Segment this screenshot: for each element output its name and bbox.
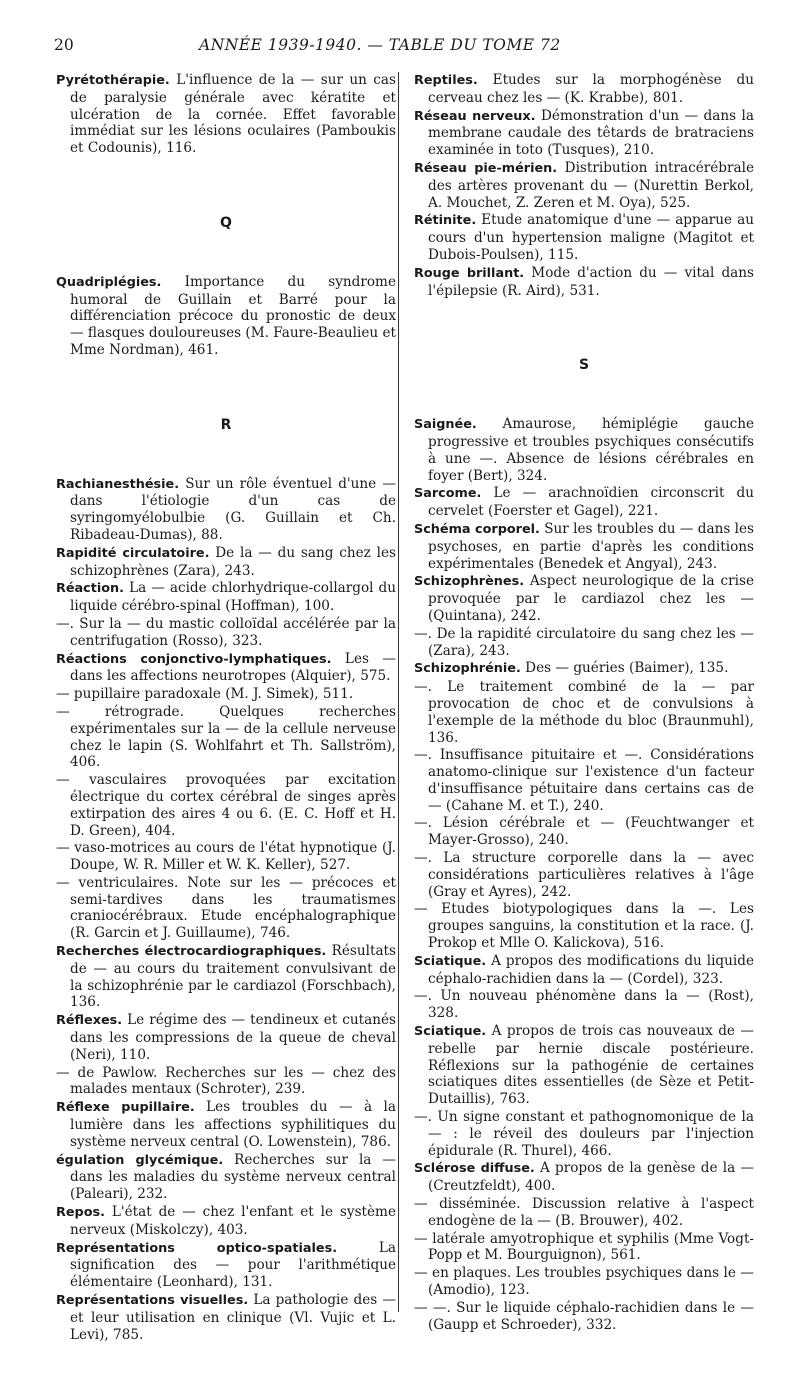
entry-text: —. Un signe constant et pathognomonique de la — : le réveil des douleurs par l'injection épidurale (R. Thurel), 466. (414, 1109, 754, 1159)
index-entry (56, 943, 396, 1011)
left-column (56, 72, 396, 1344)
index-entry (414, 573, 754, 624)
entry-text: Le — arachnoïdien circonscrit du cervelet (Foerster et Gagel), 221. (428, 485, 754, 520)
entry-keyword: Saignée. (414, 417, 477, 433)
index-entry (414, 212, 754, 263)
index-entry (56, 1152, 396, 1203)
right-column (414, 72, 754, 1334)
entry-keyword: Rapidité circulatoire. (56, 545, 210, 561)
index-entry (56, 840, 396, 874)
entry-keyword: Reptiles. (414, 73, 478, 88)
index-entry (414, 953, 754, 988)
entry-text: Amaurose, hémiplégie gauche progressive et troubles psychiques consécutifs à une —. Absence de lésions cérébrales en foyer (Bert), 324. (428, 416, 754, 484)
entry-text: — disséminée. Discussion relative à l'aspect endogène de la — (B. Brouwer), 402. (414, 1196, 754, 1229)
index-entry (414, 850, 754, 900)
entry-keyword: Représentations optico-spatiales. (56, 1240, 338, 1256)
entry-keyword: Réseau nerveux. (414, 108, 536, 124)
index-entry (414, 1231, 754, 1265)
entry-keyword: Repos. (56, 1205, 105, 1221)
entry-text: Le régime des — tendineux et cutanés dans les compressions de la queue de cheval (Neri), 110. (70, 1012, 396, 1063)
entry-keyword: Quadriplégies. (56, 274, 162, 290)
entry-text: — vaso-motrices au cours de l'état hypnotique (J. Doupe, W. R. Miller et W. K. Keller), 527. (56, 840, 396, 874)
entry-text: Résultats de — au cours du traitement convulsivant de la schizophrénie par le cardiazol (Forschbach), 136. (70, 943, 396, 1011)
section-letter: R (220, 416, 232, 433)
entry-text: A propos des modifications du liquide céphalo-rachidien dans la — (Cordel), 323. (428, 952, 754, 987)
entry-keyword: Rétinite. (414, 213, 477, 229)
entry-keyword: Rouge brillant. (414, 265, 525, 281)
entry-keyword: Schizophrènes. (414, 574, 525, 590)
entry-text: Des — guéries (Baimer), 135. (520, 660, 729, 677)
entry-keyword: Représentations visuelles. (56, 1293, 249, 1309)
entry-text: Les — dans les affections neurotropes (Alquier), 575. (70, 650, 396, 685)
entry-text: —. Le traitement combiné de la — par provocation de choc et de convulsions à l'exemple de la méthode du bloc (Braunmuhl), 136. (414, 679, 754, 746)
index-entry (414, 660, 754, 678)
index-entry (414, 1160, 754, 1195)
entry-keyword: Réaction. (56, 581, 125, 597)
entry-text: L'influence de la — sur un cas de paralysie générale avec kératite et ulcération de la cornée. Effet favorable immédiat sur les lésions oculaires (Pamboukis et Codounis), 116. (70, 72, 396, 157)
index-entry (56, 1292, 396, 1343)
entry-keyword: Sciatique. (414, 1024, 487, 1040)
entry-keyword: Sclérose diffuse. (414, 1161, 535, 1177)
entry-text: La signification des — pour l'arithmétique élémentaire (Leonhard), 131. (70, 1239, 397, 1291)
entry-text: — vasculaires provoquées par excitation électrique du cortex cérébral de singes après extirpation des aires 4 ou 6. (E. C. Hoff et H. D. Green), 404. (56, 772, 396, 839)
index-entry (414, 72, 754, 107)
entry-text: L'état de — chez l'enfant et le système nerveux (Miskolczy), 403. (70, 1204, 396, 1238)
entry-text: La pathologie des — et leur utilisation en clinique (Vl. Vujic et L. Levi), 785. (70, 1292, 396, 1343)
entry-keyword: Sarcome. (414, 486, 482, 502)
entry-text: Sur les troubles du — dans les psychoses, en partie d'après les conditions expérimentales (Benedek et Angyal), 243. (428, 520, 755, 572)
entry-text: Aspect neurologique de la crise provoquée par le cardiazol chez les — (Quintana), 242. (428, 573, 754, 624)
page-number: 20 (54, 36, 74, 54)
entry-keyword: Réactions conjonctivo-lymphatiques. (56, 651, 332, 667)
index-entry (414, 1265, 754, 1299)
index-entry (56, 545, 396, 580)
index-entry (56, 1099, 396, 1150)
entry-text: Etudes sur la morphogénèse du cerveau chez les — (K. Krabbe), 801. (428, 72, 754, 106)
entry-text: —. Lésion cérébrale et — (Feuchtwanger et Mayer-Grosso), 240. (414, 815, 754, 849)
entry-text: Mode d'action du — vital dans l'épilepsie (R. Aird), 531. (428, 264, 755, 299)
entry-text: — —. Sur le liquide céphalo-rachidien dans le — (Gaupp et Schroeder), 332. (414, 1299, 754, 1333)
index-entry (56, 1240, 396, 1291)
entry-text: A propos de la genèse de la — (Creutzfeldt), 400. (428, 1160, 754, 1195)
index-entry (414, 901, 754, 951)
entry-text: — rétrograde. Quelques recherches expérimentales sur la — de la cellule nerveuse chez le lapin (S. Wohlfahrt et Th. Sallström), 406. (56, 703, 396, 771)
index-entry (414, 416, 754, 484)
index-entry (414, 521, 754, 572)
index-entry (414, 485, 754, 520)
entry-keyword: Schizophrénie. (414, 661, 521, 677)
entry-keyword: Schéma corporel. (414, 521, 540, 537)
index-entry (414, 160, 754, 211)
entry-text: —. Insuffisance pituitaire et —. Considérations anatomo-clinique sur l'existence d'un facteur d'insuffisance pétuitaire dans certains cas de — (Cahane M. et T.), 240. (414, 747, 754, 814)
index-entry (414, 747, 754, 814)
index-entry (56, 686, 396, 703)
column-divider (398, 72, 399, 1312)
section-letter: S (578, 357, 590, 374)
index-entry (414, 1300, 754, 1334)
page-header (54, 36, 754, 58)
section-letter: Q (220, 214, 232, 231)
entry-text: Etude anatomique d'une — apparue au cours d'un hypertension maligne (Magitot et Dubois-Poulsen), 115. (428, 212, 754, 263)
entry-keyword: Réflexes. (56, 1013, 123, 1029)
entry-text: — de Pawlow. Recherches sur les — chez des malades mentaux (Schroter), 239. (56, 1064, 396, 1098)
index-entry (414, 626, 754, 660)
index-entry (56, 772, 396, 839)
index-entry (414, 1109, 754, 1159)
entry-text: —. Sur la — du mastic colloïdal accélérée par la centrifugation (Rosso), 323. (56, 615, 396, 649)
index-entry (414, 1196, 754, 1230)
entry-text: Les troubles du — à la lumière dans les affections syphilitiques du système nerveux central (O. Lowenstein), 786. (70, 1099, 396, 1150)
running-head: ANNÉE 1939-1940. — TABLE DU TOME 72 (199, 36, 561, 54)
entry-text: De la — du sang chez les schizophrènes (Zara), 243. (70, 544, 396, 579)
index-entry (56, 476, 396, 544)
index-entry (414, 679, 754, 746)
index-entry (414, 815, 754, 849)
entry-keyword: Réseau pie-mérien. (414, 160, 558, 176)
entry-keyword: Pyrétothérapie. (56, 73, 170, 88)
index-entry (414, 108, 754, 159)
index-entry (56, 704, 396, 771)
index-entry (56, 1012, 396, 1063)
entry-text: —. Un nouveau phénomène dans la — (Rost), 328. (414, 988, 754, 1022)
entry-text: —. De la rapidité circulatoire du sang chez les — (Zara), 243. (414, 625, 754, 659)
entry-text: —. La structure corporelle dans la — avec considérations particulières relatives à l'âge (Gray et Ayres), 242. (414, 850, 754, 900)
index-entry (56, 72, 396, 157)
entry-keyword: Rachianesthésie. (56, 476, 180, 492)
entry-keyword: égulation glycémique. (56, 1152, 224, 1168)
index-entry (414, 988, 754, 1022)
entry-text: Distribution intracérébrale des artères provenant du — (Nurettin Berkol, A. Mouchet, Z. Zeren et M. Oya), 525. (428, 159, 754, 211)
entry-text: — Etudes biotypologiques dans la —. Les groupes sanguins, la constitution et la race. (J. Prokop et Mlle O. Kalickova), 516. (414, 901, 754, 952)
entry-text: La — acide chlorhydrique-collargol du liquide cérébro-spinal (Hoffman), 100. (70, 580, 396, 615)
entry-text: Démonstration d'un — dans la membrane caudale des têtards de bratraciens examinée in toto (Tusques), 210. (428, 107, 754, 159)
entry-text: — ventriculaires. Note sur les — précoces et semi-tardives dans les traumatismes craniocérébraux. Etude encéphalographique (R. Garcin et J. Guillaume), 746. (56, 874, 396, 942)
index-entry (56, 651, 396, 686)
entry-text: — pupillaire paradoxale (M. J. Simek), 511. (56, 686, 354, 703)
entry-text: Importance du syndrome humoral de Guillain et Barré pour la différenciation précoce du pronostic de deux — flasques douloureuses (M. Faure-Beaulieu et Mme Nordman), 461. (70, 273, 396, 358)
index-entry (414, 265, 754, 300)
index-entry (56, 580, 396, 615)
entry-text: — en plaques. Les troubles psychiques dans le — (Amodio), 123. (414, 1265, 754, 1298)
index-entry (56, 875, 396, 942)
index-entry (56, 1204, 396, 1239)
index-entry (56, 274, 396, 359)
entry-text: Sur un rôle éventuel d'une — dans l'étiologie d'un cas de syringomyélobulbie (G. Guillain et Ch. Ribadeau-Dumas), 88. (70, 475, 396, 543)
index-entry (56, 1065, 396, 1099)
index-entry (414, 1023, 754, 1108)
entry-text: A propos de trois cas nouveaux de — rebelle par hernie discale postérieure. Réflexions sur la pathogénie de certaines sciatiques dites essentielles (de Sèze et Petit-Dutaillis), 763. (428, 1023, 754, 1108)
entry-text: Recherches sur la — dans les maladies du système nerveux central (Paleari), 232. (70, 1151, 396, 1203)
index-entry (56, 616, 396, 650)
entry-keyword: Réflexe pupillaire. (56, 1100, 195, 1116)
entry-text: — latérale amyotrophique et syphilis (Mme Vogt-Popp et M. Bourguignon), 561. (414, 1230, 754, 1264)
entry-keyword: Recherches électrocardiographiques. (56, 944, 327, 960)
entry-keyword: Sciatique. (414, 953, 487, 969)
